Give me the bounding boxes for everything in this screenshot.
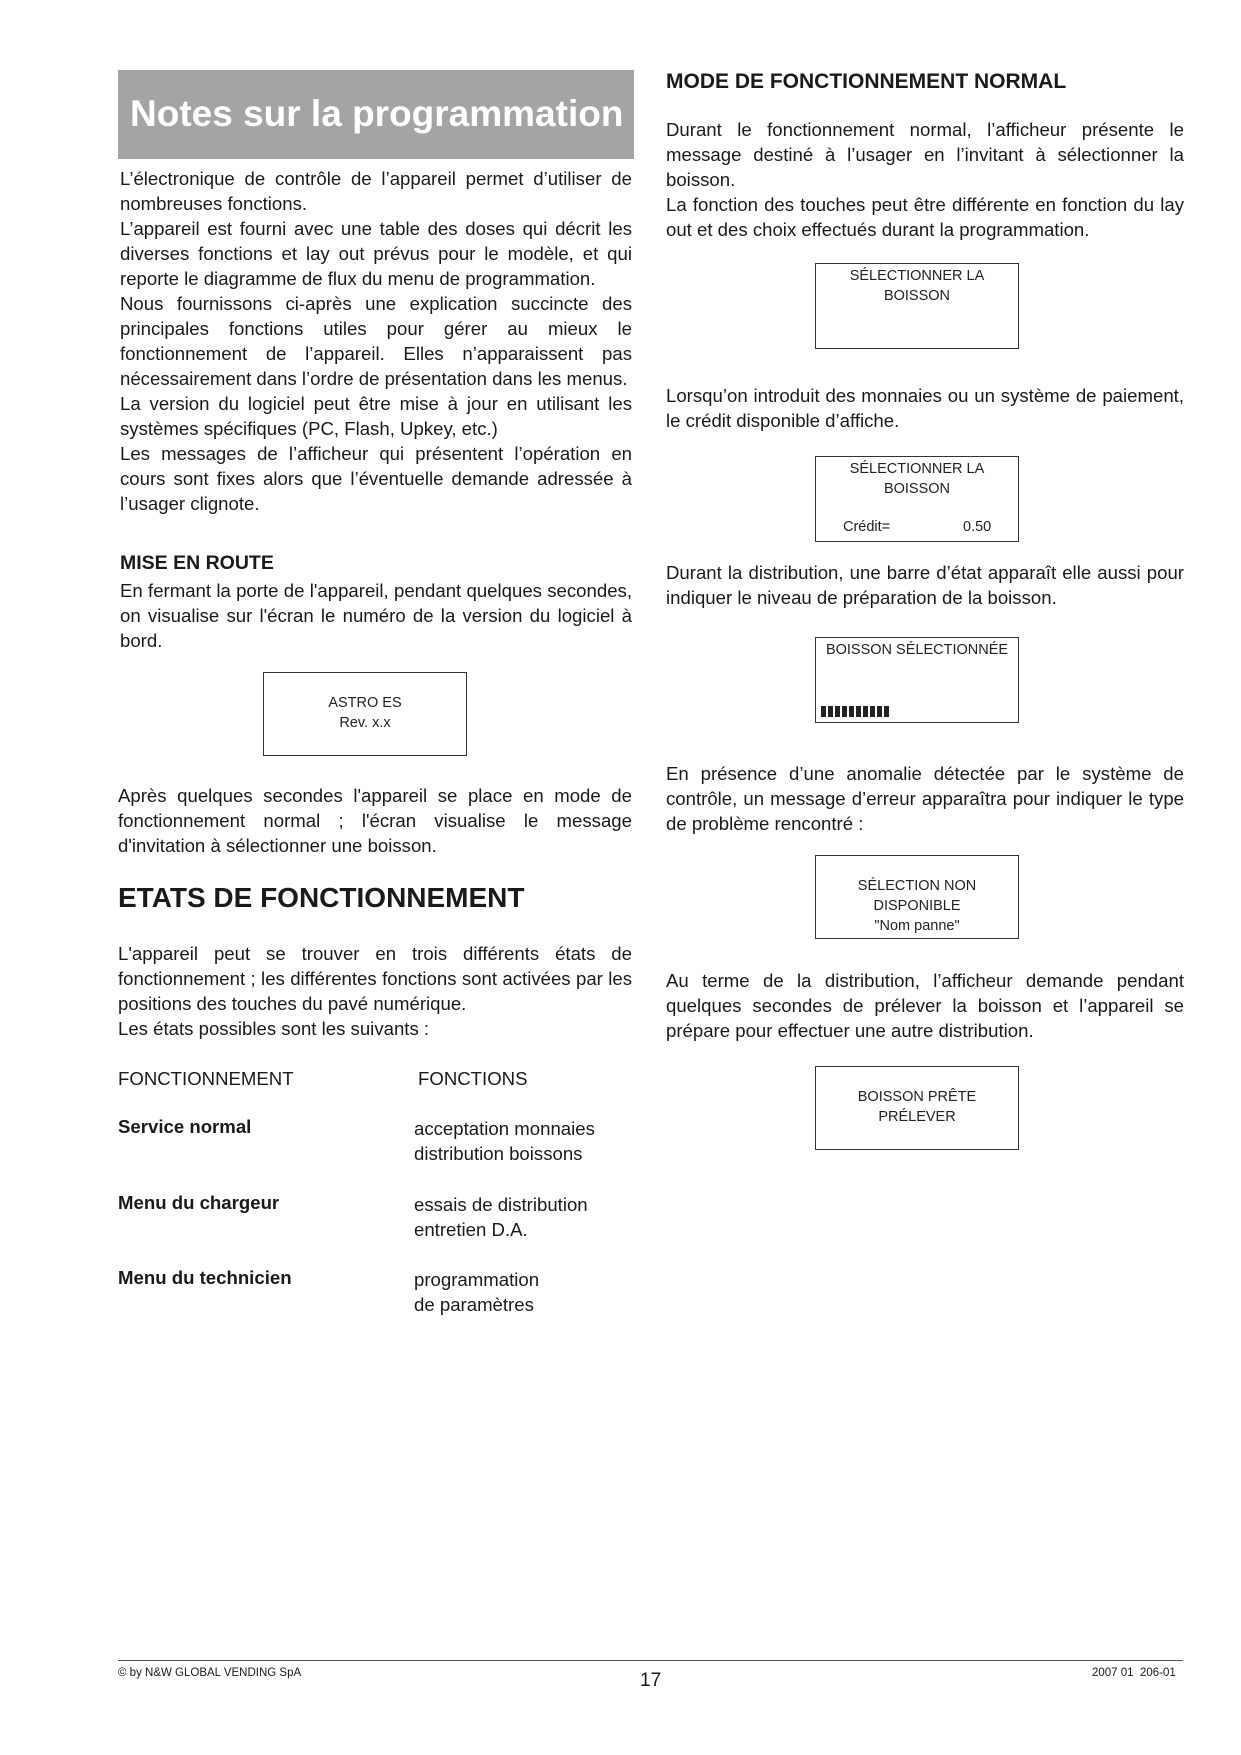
error-display xyxy=(815,855,1019,939)
page-title: Notes sur la programmation xyxy=(130,93,624,134)
drink-ready-display xyxy=(815,1066,1019,1150)
credit-paragraph: Lorsqu’on introduit des monnaies ou un système de paiement, le crédit disponible d’affiche. xyxy=(666,385,1184,431)
function-line: essais de distribution xyxy=(414,1194,588,1215)
after-startup-text: Après quelques secondes l'appareil se place en mode de fonctionnement normal ; l'écran visualise le message d'invitation à sélectionner une boisson. xyxy=(118,785,632,856)
page-number: 17 xyxy=(640,1670,662,1691)
table-row-functions xyxy=(414,1267,539,1317)
states-text-list-intro: Les états possibles sont les suivants : xyxy=(118,1018,430,1039)
footer-copyright: © by N&W GLOBAL VENDING SpA xyxy=(118,1667,302,1679)
display-line: ASTRO ES xyxy=(328,695,402,711)
normal-mode-heading: MODE DE FONCTIONNEMENT NORMAL xyxy=(666,70,1067,93)
states-heading: ETATS DE FONCTIONNEMENT xyxy=(118,882,525,913)
display-line: PRÉLEVER xyxy=(878,1109,956,1125)
version-display xyxy=(263,672,467,756)
ready-paragraph: Au terme de la distribution, l’afficheur demande pendant quelques secondes de prélever la boisson et l’appareil se prépare pour effectuer une autre distribution. xyxy=(666,970,1184,1041)
display-line: SÉLECTIONNER LA BOISSON xyxy=(849,268,985,304)
progress-bar xyxy=(821,706,891,717)
display-line: Rev. x.x xyxy=(339,715,391,731)
credit-label: Crédit= xyxy=(843,519,891,535)
table-row-functions xyxy=(414,1192,588,1242)
table-row-state: Menu du technicien xyxy=(118,1267,292,1288)
progress-cell xyxy=(842,706,847,717)
progress-cell xyxy=(821,706,826,717)
progress-cell xyxy=(884,706,889,717)
paragraph: La fonction des touches peut être différente en fonction du lay out et des choix effectués durant la programmation. xyxy=(666,194,1184,240)
function-line: entretien D.A. xyxy=(414,1219,528,1240)
intro-paragraph: L’électronique de contrôle de l’appareil permet d’utiliser de nombreuses fonctions. xyxy=(120,168,632,214)
function-line: distribution boissons xyxy=(414,1143,583,1164)
function-line: acceptation monnaies xyxy=(414,1118,595,1139)
intro-paragraph: Nous fournissons ci-après une explication succincte des principales fonctions utiles pour gérer au mieux le fonctionnement de l’appareil. Elles n’apparaissent pas nécessairement dans l’ordre de présentation dans les menus. xyxy=(120,293,632,389)
intro-paragraph: La version du logiciel peut être mise à jour en utilisant les systèmes spécifiques (PC, Flash, Upkey, etc.) xyxy=(120,393,632,439)
progress-paragraph: Durant la distribution, une barre d’état apparaît elle aussi pour indiquer le niveau de préparation de la boisson. xyxy=(666,562,1184,608)
drink-selected-display xyxy=(815,637,1019,723)
paragraph: Durant le fonctionnement normal, l’afficheur présente le message destiné à l’usager en l’invitant à sélectionner la boisson. xyxy=(666,119,1184,190)
progress-cell xyxy=(856,706,861,717)
function-line: de paramètres xyxy=(414,1294,534,1315)
function-line: programmation xyxy=(414,1269,540,1290)
credit-display xyxy=(815,456,1019,542)
table-row-state: Service normal xyxy=(118,1116,252,1137)
table-row-functions xyxy=(414,1116,595,1166)
error-paragraph: En présence d’une anomalie détectée par le système de contrôle, un message d’erreur apparaîtra pour indiquer le type de problème rencontré : xyxy=(666,763,1184,834)
progress-cell xyxy=(870,706,875,717)
select-drink-display xyxy=(815,263,1019,349)
progress-cell xyxy=(849,706,854,717)
progress-cell xyxy=(877,706,882,717)
states-text: L'appareil peut se trouver en trois différents états de fonctionnement ; les différentes fonctions sont activées par les positions des touches du pavé numérique. xyxy=(118,943,632,1014)
intro-section xyxy=(120,166,632,516)
display-line: SÉLECTION NON DISPONIBLE xyxy=(857,878,977,914)
table-header-functions: FONCTIONS xyxy=(418,1068,528,1089)
progress-cell xyxy=(863,706,868,717)
intro-paragraph: L’appareil est fourni avec une table des doses qui décrit les diverses fonctions et lay out prévus pour le modèle, et qui reporte le diagramme de flux du menu de programmation. xyxy=(120,218,632,289)
display-line: SÉLECTIONNER LA BOISSON xyxy=(849,461,985,497)
startup-text: En fermant la porte de l'appareil, pendant quelques secondes, on visualise sur l'écran le numéro de la version du logiciel à bord. xyxy=(120,580,632,651)
progress-cell xyxy=(828,706,833,717)
intro-paragraph: Les messages de l’afficheur qui présentent l’opération en cours sont fixes alors que l’éventuelle demande adressée à l’usager clignote. xyxy=(120,443,632,514)
progress-cell xyxy=(835,706,840,717)
footer-divider xyxy=(118,1660,1183,1661)
table-header-state: FONCTIONNEMENT xyxy=(118,1068,294,1089)
credit-value: 0.50 xyxy=(963,519,992,535)
display-line: "Nom panne" xyxy=(874,918,960,934)
footer-doc-code: 2007 01 206-01 xyxy=(1092,1667,1176,1679)
startup-heading: MISE EN ROUTE xyxy=(120,552,274,574)
normal-mode-intro xyxy=(666,117,1184,242)
table-row-state: Menu du chargeur xyxy=(118,1192,280,1213)
display-line: BOISSON PRÊTE xyxy=(857,1089,977,1105)
display-line: BOISSON SÉLECTIONNÉE xyxy=(825,642,1009,658)
